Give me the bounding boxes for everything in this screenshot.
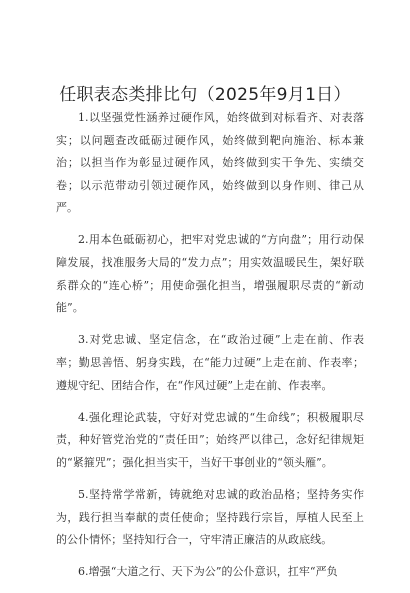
paragraph-6: 6.增强“大道之行、天下为公”的公仆意识，扛牢“严负 [78, 565, 338, 579]
paragraph-3: 3.对党忠诚、坚定信念，在“政治过硬”上走在前、作表率；勤思善悟、躬身实践，在“能力过硬”上走在前、作表率；遵规守纪、团结合作，在“作风过硬”上走在前、作表率。 [56, 333, 364, 392]
document-title: 任职表态类排比句（2025年9月1日） [59, 85, 351, 105]
paragraph-2: 2.用本色砥砺初心，把牢对党忠诚的“方向盘”；用行动保障发展，找准服务大局的“发力点”；用实效温暖民生，架好联系群众的“连心桥”；用使命强化担当，增强履职尽责的“新动能”。 [56, 233, 364, 315]
paragraph-5: 5.坚持常学常新，铸就绝对忠诚的政治品格；坚持务实作为，践行担当奉献的责任使命；坚持践行宗旨，厚植人民至上的公仆情怀；坚持知行合一，守牢清正廉洁的从政底线。 [56, 487, 364, 547]
paragraph-4: 4.强化理论武装，守好对党忠诚的“生命线”；积极履职尽责，种好管党治党的“责任田”；始终严以律己，念好纪律规矩的“紧箍咒”；强化担当实干，当好干事创业的“领头雁”。 [56, 410, 364, 469]
document-body [56, 107, 364, 593]
paragraph-1: 1.以坚强党性涵养过硬作风，始终做到对标看齐、对表落实；以问题查改砥砺过硬作风，始终做到靶向施治、标本兼治；以担当作为彰显过硬作风，始终做到实干争先、实绩交卷；以示范带动引领过硬作风，始终做到以身作则、律己从严。 [56, 111, 364, 215]
